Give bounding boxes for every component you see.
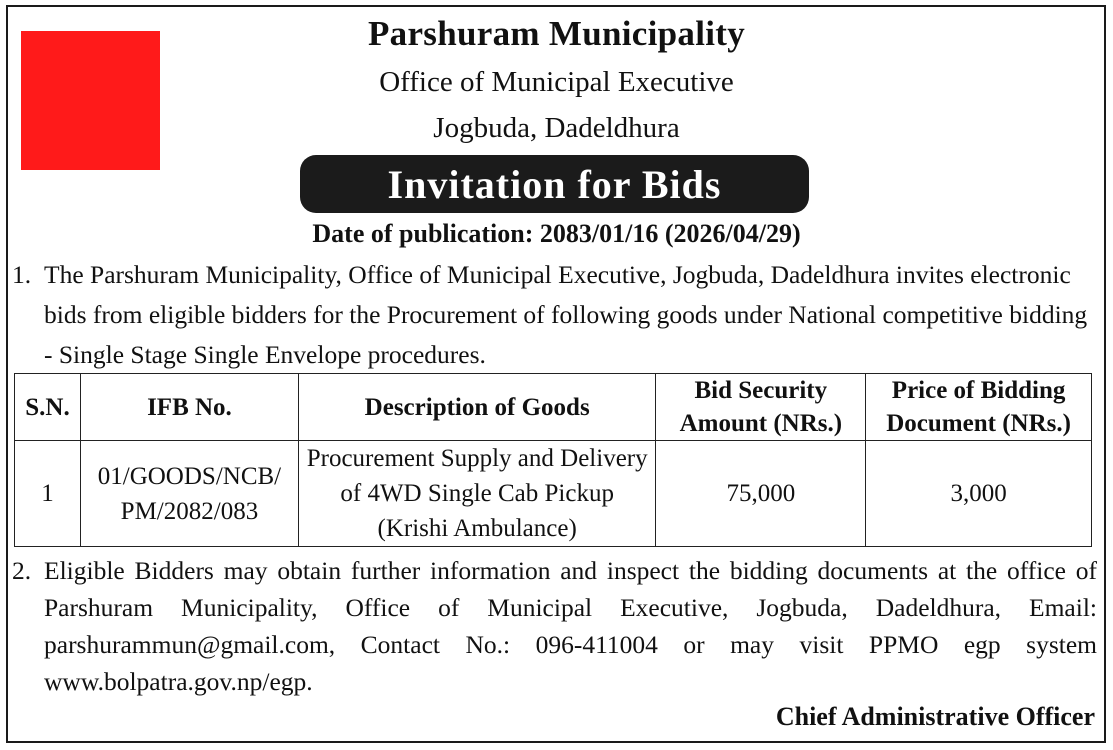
bids-table bbox=[14, 373, 1092, 547]
cell-description: Procurement Supply and Delivery of 4WD Single Cab Pickup (Krishi Ambulance) bbox=[298, 441, 656, 547]
cell-bid-security: 75,000 bbox=[656, 441, 866, 547]
publication-date: Date of publication: 2083/01/16 (2026/04/29) bbox=[312, 219, 801, 248]
cell-sn: 1 bbox=[15, 441, 81, 547]
header-price: Price of Bidding Document (NRs.) bbox=[866, 374, 1092, 441]
header-description: Description of Goods bbox=[298, 374, 656, 441]
invitation-banner: Invitation for Bids bbox=[300, 155, 809, 213]
cell-price: 3,000 bbox=[866, 441, 1092, 547]
office-subtitle: Office of Municipal Executive bbox=[379, 66, 734, 98]
municipality-title: Parshuram Municipality bbox=[367, 14, 746, 53]
table-header-row bbox=[15, 374, 1092, 441]
signature: Chief Administrative Officer bbox=[775, 702, 1095, 731]
location-subtitle: Jogbuda, Dadeldhura bbox=[433, 112, 680, 144]
paragraph-2 bbox=[12, 552, 1097, 700]
cell-ifb-no: 01/GOODS/NCB/ PM/2082/083 bbox=[80, 441, 298, 547]
paragraph-2-number: 2. bbox=[12, 556, 32, 585]
header-ifb-no: IFB No. bbox=[80, 374, 298, 441]
paragraph-2-text: Eligible Bidders may obtain further information and inspect the bidding documents at the office of Parshuram Municipality, Office of Municipal Executive, Jogbuda, Dadeldhura, Email: parshurammun@gmail.com, Contact No.: 096-411004 or may visit PPMO egp system www.bolpatra.gov.np/egp. bbox=[44, 556, 1097, 696]
paragraph-1-number: 1. bbox=[12, 260, 32, 289]
table-row bbox=[15, 441, 1092, 547]
header-sn: S.N. bbox=[15, 374, 81, 441]
header-bid-security: Bid Security Amount (NRs.) bbox=[656, 374, 866, 441]
paragraph-1 bbox=[12, 255, 1097, 375]
paragraph-1-text: The Parshuram Municipality, Office of Municipal Executive, Jogbuda, Dadeldhura invites electronic bids from eligible bidders for the Procurement of following goods under National competitive bidding - Single Stage Single Envelope procedures. bbox=[44, 260, 1088, 369]
